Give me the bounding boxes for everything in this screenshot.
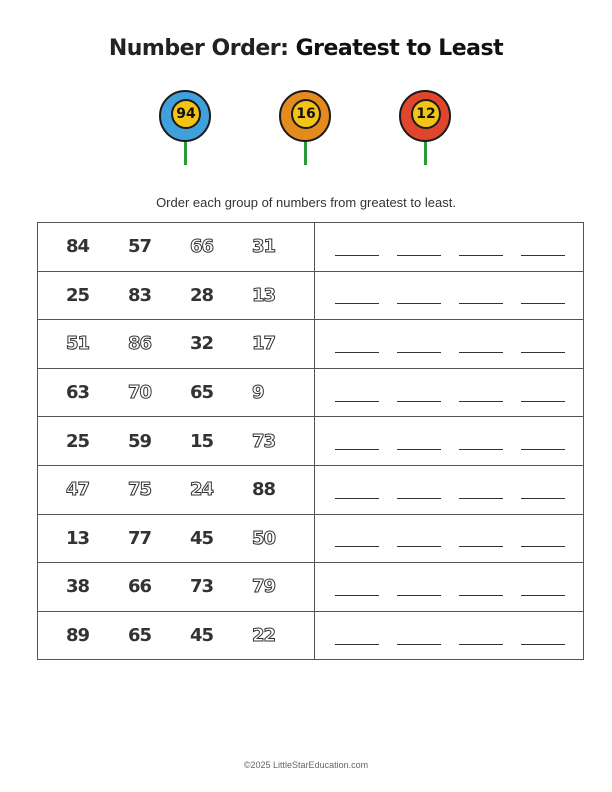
answer-blank-line[interactable] xyxy=(459,448,503,450)
number-item: 57 xyxy=(128,236,152,258)
answer-blank-line[interactable] xyxy=(521,448,565,450)
number-item: 65 xyxy=(128,625,152,647)
worksheet-table xyxy=(37,222,584,660)
number-item: 75 xyxy=(128,479,152,501)
number-item: 86 xyxy=(128,333,152,355)
answer-cell xyxy=(315,417,584,466)
number-item: 73 xyxy=(252,430,276,452)
answer-blank-line[interactable] xyxy=(335,400,379,402)
lollipop-number: 12 xyxy=(411,99,441,129)
number-item: 25 xyxy=(66,284,90,306)
answer-blank-line[interactable] xyxy=(521,351,565,353)
answer-blank-line[interactable] xyxy=(397,497,441,499)
answer-blanks xyxy=(315,578,583,596)
table-row xyxy=(38,417,584,466)
number-item: 89 xyxy=(66,625,90,647)
number-item: 17 xyxy=(252,333,276,355)
answer-blank-line[interactable] xyxy=(335,254,379,256)
number-item: 79 xyxy=(252,576,276,598)
number-item: 25 xyxy=(66,430,90,452)
answer-blank-line[interactable] xyxy=(397,351,441,353)
answer-blank-line[interactable] xyxy=(335,643,379,645)
answer-blank-line[interactable] xyxy=(459,497,503,499)
number-item: 47 xyxy=(66,479,90,501)
number-item: 45 xyxy=(190,527,214,549)
numbers-cell xyxy=(38,417,315,466)
answer-blank-line[interactable] xyxy=(521,594,565,596)
table-row xyxy=(38,465,584,514)
number-item: 59 xyxy=(128,430,152,452)
answer-blank-line[interactable] xyxy=(397,448,441,450)
number-item: 63 xyxy=(66,382,90,404)
answer-blanks xyxy=(315,627,583,645)
answer-blank-line[interactable] xyxy=(521,400,565,402)
answer-blanks xyxy=(315,432,583,450)
answer-blanks xyxy=(315,335,583,353)
number-group xyxy=(38,576,314,597)
numbers-cell xyxy=(38,271,315,320)
footer-copyright: ©2025 LittleStarEducation.com xyxy=(243,760,369,770)
answer-cell xyxy=(315,514,584,563)
answer-blank-line[interactable] xyxy=(335,302,379,304)
answer-blank-line[interactable] xyxy=(521,302,565,304)
number-item: 73 xyxy=(190,576,214,598)
answer-blank-line[interactable] xyxy=(459,643,503,645)
numbers-cell xyxy=(38,368,315,417)
numbers-cell xyxy=(38,223,315,272)
lollipop-stick xyxy=(184,142,187,165)
answer-blank-line[interactable] xyxy=(459,351,503,353)
answer-cell xyxy=(315,563,584,612)
page-title xyxy=(0,36,612,61)
title-part-1: Number Order: xyxy=(108,36,289,61)
number-item: 22 xyxy=(252,625,276,647)
number-item: 70 xyxy=(128,382,152,404)
number-item: 45 xyxy=(190,625,214,647)
answer-blank-line[interactable] xyxy=(397,254,441,256)
answer-blank-line[interactable] xyxy=(459,400,503,402)
number-item: 38 xyxy=(66,576,90,598)
answer-cell xyxy=(315,368,584,417)
answer-blanks xyxy=(315,529,583,547)
lollipop-number: 16 xyxy=(291,99,321,129)
answer-blank-line[interactable] xyxy=(459,302,503,304)
numbers-cell xyxy=(38,514,315,563)
number-item: 28 xyxy=(190,284,214,306)
answer-blank-line[interactable] xyxy=(335,497,379,499)
answer-blank-line[interactable] xyxy=(335,448,379,450)
number-item: 83 xyxy=(128,284,152,306)
lollipop-stick xyxy=(424,142,427,165)
answer-cell xyxy=(315,271,584,320)
title-part-2: Greatest to Least xyxy=(295,36,504,61)
table-row xyxy=(38,514,584,563)
lollipop-1 xyxy=(159,90,215,170)
number-item: 66 xyxy=(190,236,214,258)
number-group xyxy=(38,236,314,257)
answer-cell xyxy=(315,465,584,514)
answer-blanks xyxy=(315,238,583,256)
number-item: 31 xyxy=(252,236,276,258)
number-item: 66 xyxy=(128,576,152,598)
answer-blank-line[interactable] xyxy=(459,254,503,256)
answer-blank-line[interactable] xyxy=(397,400,441,402)
number-item: 24 xyxy=(190,479,214,501)
lollipop-2 xyxy=(279,90,335,170)
answer-blank-line[interactable] xyxy=(397,594,441,596)
number-item: 13 xyxy=(66,527,90,549)
number-group xyxy=(38,479,314,500)
lollipop-stick xyxy=(304,142,307,165)
answer-cell xyxy=(315,320,584,369)
answer-blanks xyxy=(315,286,583,304)
table-row xyxy=(38,611,584,660)
answer-blank-line[interactable] xyxy=(521,254,565,256)
lollipop-3 xyxy=(399,90,455,170)
table-row xyxy=(38,368,584,417)
answer-blank-line[interactable] xyxy=(521,643,565,645)
table-row xyxy=(38,271,584,320)
answer-blank-line[interactable] xyxy=(397,643,441,645)
numbers-cell xyxy=(38,320,315,369)
number-item: 13 xyxy=(252,284,276,306)
number-item: 77 xyxy=(128,527,152,549)
number-item: 88 xyxy=(252,479,276,501)
answer-blank-line[interactable] xyxy=(521,545,565,547)
number-group xyxy=(38,382,314,403)
answer-blank-line[interactable] xyxy=(335,351,379,353)
answer-blank-line[interactable] xyxy=(335,545,379,547)
number-item: 9 xyxy=(252,382,264,404)
number-group xyxy=(38,528,314,549)
answer-blanks xyxy=(315,481,583,499)
numbers-cell xyxy=(38,465,315,514)
table-row xyxy=(38,223,584,272)
number-group xyxy=(38,285,314,306)
answer-cell xyxy=(315,223,584,272)
instructions: Order each group of numbers from greatest to least. xyxy=(156,195,456,210)
answer-blank-line[interactable] xyxy=(397,302,441,304)
number-group xyxy=(38,625,314,646)
number-item: 51 xyxy=(66,333,90,355)
number-group xyxy=(38,431,314,452)
numbers-cell xyxy=(38,611,315,660)
table-row xyxy=(38,320,584,369)
number-item: 65 xyxy=(190,382,214,404)
answer-blank-line[interactable] xyxy=(397,545,441,547)
answer-blank-line[interactable] xyxy=(459,545,503,547)
answer-blank-line[interactable] xyxy=(521,497,565,499)
number-item: 84 xyxy=(66,236,90,258)
answer-cell xyxy=(315,611,584,660)
numbers-cell xyxy=(38,563,315,612)
table-row xyxy=(38,563,584,612)
number-item: 15 xyxy=(190,430,214,452)
answer-blank-line[interactable] xyxy=(335,594,379,596)
number-item: 32 xyxy=(190,333,214,355)
lollipop-number: 94 xyxy=(171,99,201,129)
number-item: 50 xyxy=(252,527,276,549)
number-group xyxy=(38,333,314,354)
answer-blank-line[interactable] xyxy=(459,594,503,596)
answer-blanks xyxy=(315,384,583,402)
